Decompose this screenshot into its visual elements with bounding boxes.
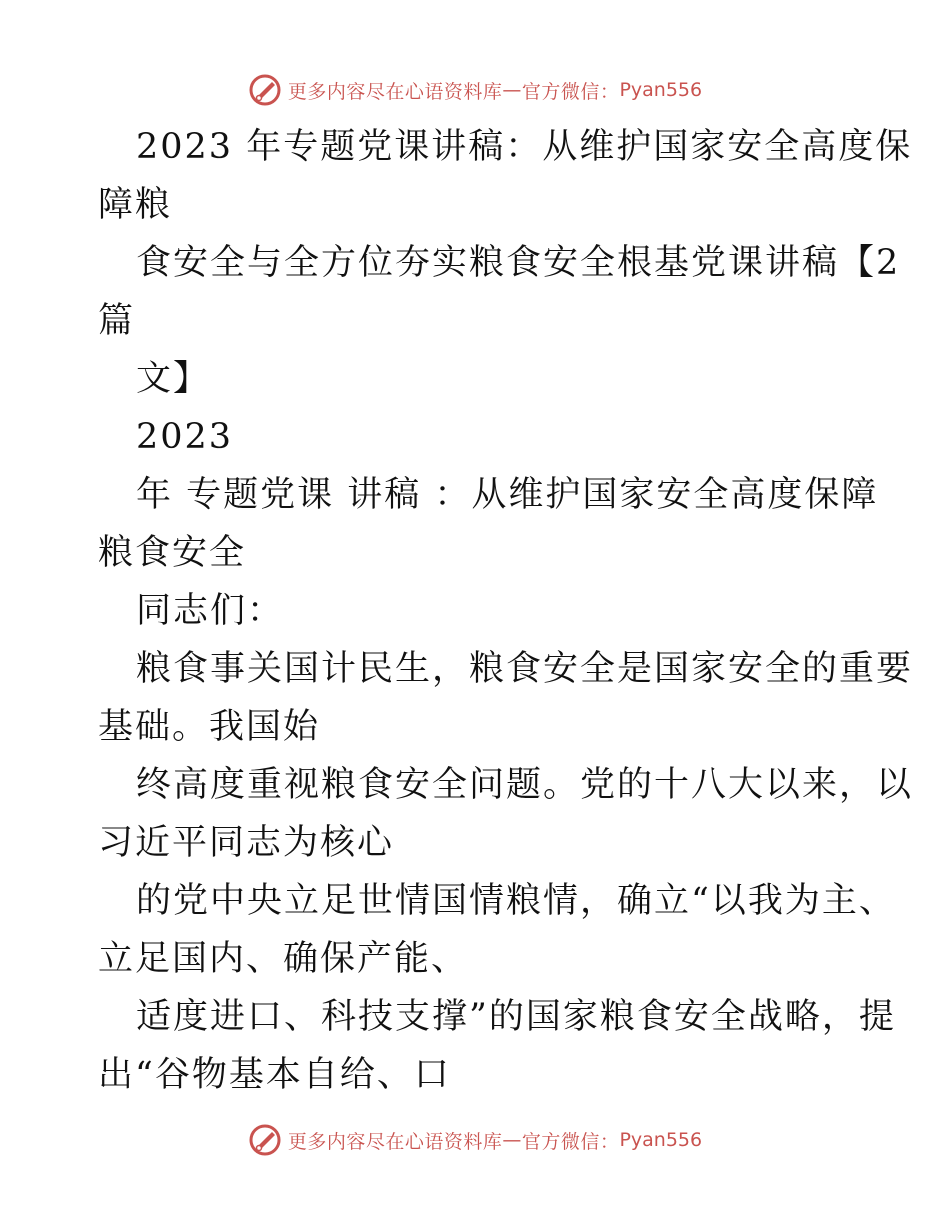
watermark-footer bbox=[0, 1120, 950, 1160]
watermark-wechat-id: Pyan556 bbox=[619, 79, 703, 101]
logo-icon bbox=[248, 73, 282, 107]
watermark-header bbox=[0, 70, 950, 110]
text-line: 粮食安全 bbox=[98, 533, 247, 573]
text-line: 障粮 bbox=[98, 185, 173, 225]
text-line: 习近平同志为核心 bbox=[98, 823, 395, 863]
watermark-wechat-label: 官方微信： bbox=[521, 1130, 620, 1153]
watermark-wechat-label: 官方微信： bbox=[521, 80, 620, 103]
watermark-separator: — bbox=[502, 79, 522, 101]
logo-icon bbox=[248, 1123, 282, 1157]
text-line: 出“谷物基本自给、口 bbox=[98, 1055, 451, 1095]
text-line: 篇 bbox=[98, 301, 136, 341]
text-line: 2023 年专题党课讲稿：从维护国家安全高度保 bbox=[136, 127, 913, 167]
text-line: 基础。我国始 bbox=[98, 707, 321, 747]
text-line: 食安全与全方位夯实粮食安全根基党课讲稿【2 bbox=[136, 243, 901, 283]
watermark-text: 更多内容尽在心语资料库 bbox=[287, 1130, 503, 1153]
text-line: 文】 bbox=[136, 359, 211, 399]
text-line: 适度进口、科技支撑”的国家粮食安全战略，提 bbox=[136, 997, 896, 1037]
watermark-wechat-id: Pyan556 bbox=[619, 1129, 703, 1151]
text-line: 2023 bbox=[136, 417, 234, 457]
document-body bbox=[98, 118, 914, 1104]
text-line: 同志们： bbox=[136, 591, 285, 631]
watermark-text: 更多内容尽在心语资料库 bbox=[287, 80, 503, 103]
text-line: 粮食事关国计民生，粮食安全是国家安全的重要 bbox=[136, 649, 914, 689]
text-line: 终高度重视粮食安全问题。党的十八大以来，以 bbox=[136, 765, 914, 805]
text-line: 立足国内、确保产能、 bbox=[98, 939, 469, 979]
watermark-separator: — bbox=[502, 1129, 522, 1151]
text-line: 年 专题党课 讲稿 ：从维护国家安全高度保障 bbox=[136, 475, 879, 515]
text-line: 的党中央立足世情国情粮情，确立“以我为主、 bbox=[136, 881, 896, 921]
